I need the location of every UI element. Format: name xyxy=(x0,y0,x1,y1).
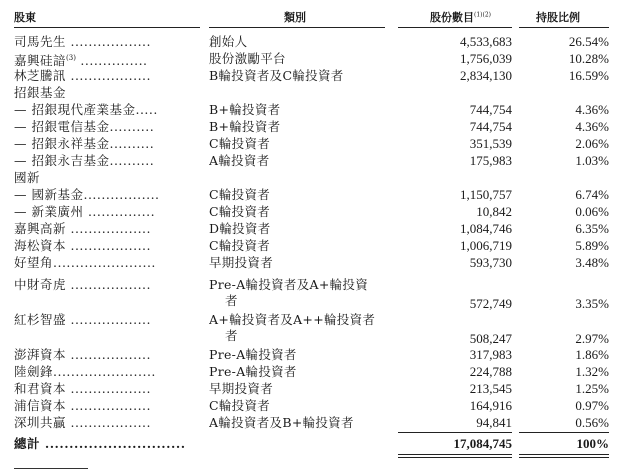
table-row xyxy=(0,220,632,237)
share-count: 744,754 xyxy=(469,119,512,134)
share-count: 175,983 xyxy=(469,153,512,168)
shareholder-name: 中財奇虎 .................. xyxy=(14,277,151,292)
table-row xyxy=(0,414,632,431)
table-row xyxy=(0,50,632,67)
share-count: 508,247 xyxy=(469,331,512,346)
table-row xyxy=(0,237,632,254)
table-row xyxy=(0,276,632,310)
header-underline xyxy=(519,27,609,28)
group-heading-row xyxy=(0,169,632,186)
shareholder-name: — 招銀永祥基金.......... xyxy=(14,136,155,151)
table-row xyxy=(0,33,632,50)
shareholder-category: 早期投資者 xyxy=(209,255,274,270)
share-count: 224,788 xyxy=(469,364,512,379)
header-underline xyxy=(209,27,385,28)
share-count: 2,834,130 xyxy=(460,68,512,83)
share-count: 351,539 xyxy=(469,136,512,151)
shareholder-name: 紅杉智盛 .................. xyxy=(14,312,151,327)
share-percentage: 6.74% xyxy=(575,187,609,202)
share-percentage: 3.35% xyxy=(575,296,609,311)
leader-dots: ............... xyxy=(75,53,148,69)
shareholder-group-name: 招銀基金 xyxy=(14,85,67,100)
shareholder-category-continuation: 者 xyxy=(225,293,238,308)
table-row xyxy=(0,135,632,152)
shareholder-name: 浦信資本 .................. xyxy=(14,398,151,413)
shareholder-category: C輪投資者 xyxy=(209,204,271,219)
shareholder-category-continuation: 者 xyxy=(225,328,238,343)
total-rule xyxy=(398,432,512,433)
shareholder-name: 陸劍鋒....................... xyxy=(14,364,156,379)
share-count: 744,754 xyxy=(469,102,512,117)
share-percentage: 4.36% xyxy=(575,119,609,134)
table-row xyxy=(0,152,632,169)
share-count: 4,533,683 xyxy=(460,34,512,49)
shareholder-category: A+輪投資者及A++輪投資者 xyxy=(209,312,376,327)
share-percentage: 16.59% xyxy=(568,68,609,83)
shareholder-category: A輪投資者及B+輪投資者 xyxy=(209,415,354,430)
share-percentage: 10.28% xyxy=(568,51,609,66)
share-count: 213,545 xyxy=(469,381,512,396)
total-share-count: 17,084,745 xyxy=(453,436,512,451)
shareholder-name-text: 嘉興硅諳 xyxy=(14,53,67,69)
share-percentage: 1.25% xyxy=(575,381,609,396)
share-count: 1,084,746 xyxy=(460,221,512,236)
share-percentage: 1.03% xyxy=(575,153,609,168)
total-double-rule xyxy=(398,454,512,458)
shareholder-category: B+輪投資者 xyxy=(209,102,281,117)
shareholder-category: Pre-A輪投資者及A+輪投資 xyxy=(209,277,369,292)
header-shareholder: 股東 xyxy=(14,11,36,24)
header-shares xyxy=(430,9,491,25)
shareholder-name: — 新業廣州 ............... xyxy=(14,204,156,219)
share-count: 317,983 xyxy=(469,347,512,362)
footnote-marker: (3) xyxy=(66,54,76,62)
shareholder-name: — 招銀現代產業基金..... xyxy=(14,102,158,117)
total-percentage: 100% xyxy=(576,436,609,451)
shareholder-category: B+輪投資者 xyxy=(209,119,281,134)
table-row xyxy=(0,67,632,84)
shareholder-category: C輪投資者 xyxy=(209,398,271,413)
shareholder-category: 股份激勵平台 xyxy=(209,51,286,66)
share-count: 164,916 xyxy=(469,398,512,413)
shareholder-category: Pre-A輪投資者 xyxy=(209,347,297,362)
share-percentage: 2.97% xyxy=(575,331,609,346)
share-percentage: 5.89% xyxy=(575,238,609,253)
footnote-separator xyxy=(14,468,88,469)
table-row xyxy=(0,101,632,118)
total-rule xyxy=(519,432,609,433)
shareholder-name: 和君資本 .................. xyxy=(14,381,151,396)
shareholder-name: — 招銀電信基金.......... xyxy=(14,119,155,134)
share-percentage: 1.32% xyxy=(575,364,609,379)
share-count: 572,749 xyxy=(469,296,512,311)
table-row xyxy=(0,186,632,203)
shareholder-category: 早期投資者 xyxy=(209,381,274,396)
shareholder-category: Pre-A輪投資者 xyxy=(209,364,297,379)
shareholder-category: 創始人 xyxy=(209,34,248,49)
shareholder-name: — 招銀永吉基金.......... xyxy=(14,153,155,168)
share-percentage: 0.06% xyxy=(575,204,609,219)
total-double-rule xyxy=(519,454,609,458)
shareholder-name: 澎湃資本 .................. xyxy=(14,347,151,362)
shareholder-category: C輪投資者 xyxy=(209,136,271,151)
table-row xyxy=(0,397,632,414)
shareholder-category: B輪投資者及C輪投資者 xyxy=(209,68,344,83)
shareholder-group-name: 國新 xyxy=(14,170,41,185)
header-category: 類別 xyxy=(284,11,306,24)
shareholder-name: 深圳共贏 .................. xyxy=(14,415,151,430)
shareholder-category: D輪投資者 xyxy=(209,221,271,236)
shareholder-name: 海松資本 .................. xyxy=(14,238,151,253)
header-percentage: 持股比例 xyxy=(536,11,580,24)
share-percentage: 3.48% xyxy=(575,255,609,270)
share-percentage: 0.97% xyxy=(575,398,609,413)
table-row xyxy=(0,203,632,220)
share-percentage: 2.06% xyxy=(575,136,609,151)
header-shares-label: 股份數目 xyxy=(430,11,474,24)
table-row xyxy=(0,380,632,397)
table-row xyxy=(0,346,632,363)
share-count: 593,730 xyxy=(469,255,512,270)
shareholder-category: C輪投資者 xyxy=(209,187,271,202)
header-shares-note: (1)(2) xyxy=(474,11,491,19)
header-underline xyxy=(398,27,512,28)
header-underline xyxy=(14,27,200,28)
group-heading-row xyxy=(0,84,632,101)
share-count: 1,006,719 xyxy=(460,238,512,253)
shareholder-category: C輪投資者 xyxy=(209,238,271,253)
shareholder-category: A輪投資者 xyxy=(209,153,270,168)
share-count: 1,150,757 xyxy=(460,187,512,202)
shareholder-name: 司馬先生 .................. xyxy=(14,34,151,49)
total-row xyxy=(0,435,632,452)
total-label: 總計 ............................. xyxy=(14,436,186,451)
table-row xyxy=(0,118,632,135)
share-percentage: 1.86% xyxy=(575,347,609,362)
table-row xyxy=(0,311,632,345)
share-count: 10,842 xyxy=(476,204,512,219)
share-percentage: 6.35% xyxy=(575,221,609,236)
share-percentage: 4.36% xyxy=(575,102,609,117)
table-row xyxy=(0,363,632,380)
shareholder-name: — 國新基金................. xyxy=(14,187,160,202)
table-row xyxy=(0,254,632,271)
share-percentage: 26.54% xyxy=(568,34,609,49)
shareholder-name: 林芝騰訊 .................. xyxy=(14,68,151,83)
share-percentage: 0.56% xyxy=(575,415,609,430)
share-count: 1,756,039 xyxy=(460,51,512,66)
shareholder-name: 嘉興高新 .................. xyxy=(14,221,151,236)
share-count: 94,841 xyxy=(476,415,512,430)
shareholder-name: 好望角....................... xyxy=(14,255,156,270)
